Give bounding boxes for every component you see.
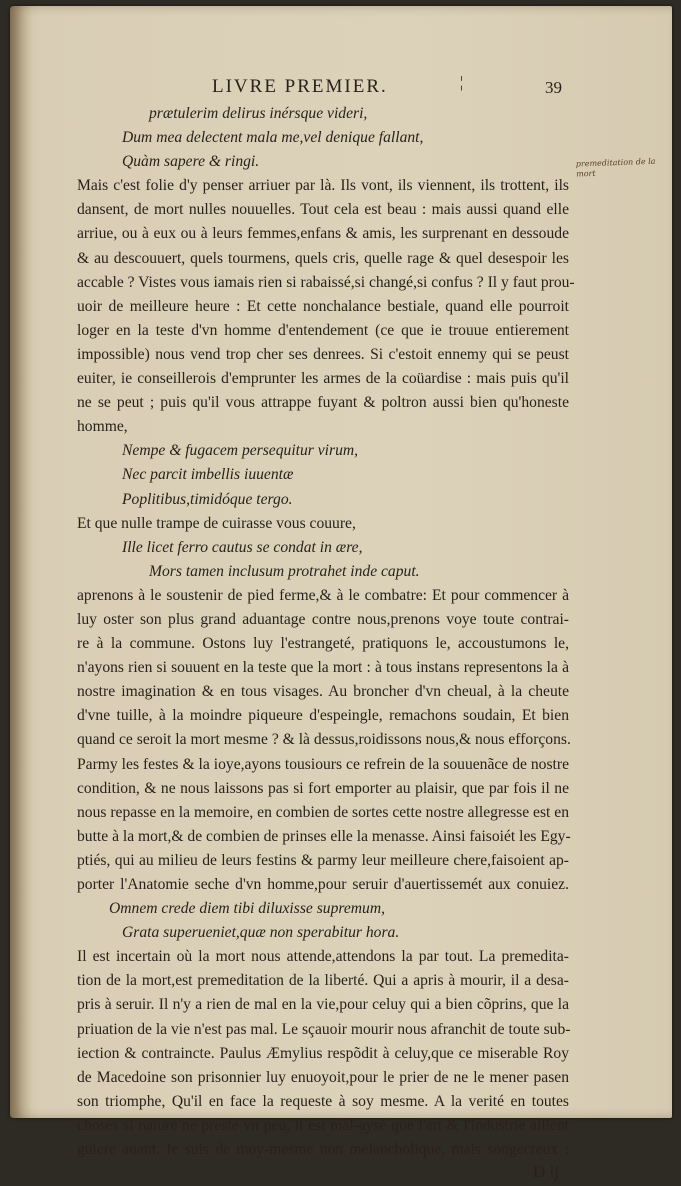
- text-line: choses si nature ne preste vn peu, il est mal-aysé que l'art & l'industrie aillent: [77, 1116, 569, 1134]
- text-line: condition, & ne nous laissons pas si fort emporter au plaisir, que par fois il ne: [77, 779, 569, 797]
- text-line: n'ayons rien si souuent en la teste que la mort : à tous instans representons la à: [77, 659, 569, 677]
- text-line: nous repasse en la memoire, en combien de sortes cette nostre allegresse est en: [77, 803, 569, 821]
- text-line: guiere auant. Ie suis de moy-mesme non melancholique, mais songecreux :: [77, 1141, 569, 1159]
- text-line: butte à la mort,& de combien de prinses elle la menasse. Ainsi faisoiét les Egy-: [77, 827, 571, 845]
- book-page: [10, 6, 672, 1182]
- text-line: dansent, de mort nulles nouuelles. Tout cela est beau : mais aussi quand elle: [77, 201, 569, 219]
- text-line: Poplitibus,timidóque tergo.: [122, 490, 293, 508]
- text-line: Mors tamen inclusum protrahet inde caput.: [149, 562, 420, 580]
- text-line: uoir de meilleure heure : Et cette nonchalance bestiale, quand elle pourroit: [77, 297, 569, 315]
- text-line: nostre imagination & en tous visages. Au broncher d'vn cheual, à la cheute: [77, 683, 569, 701]
- running-header: [77, 76, 569, 102]
- margin-annotation: premeditation de la mort: [575, 156, 656, 179]
- text-line: Dum mea delectent mala me,vel denique fallant,: [122, 129, 424, 147]
- text-line: Nempe & fugacem persequitur virum,: [122, 442, 359, 460]
- signature-mark: D ij: [533, 1162, 559, 1182]
- text-line: porter l'Anatomie seche d'vn homme,pour seruir d'auertissemét aux conuiez.: [77, 876, 569, 893]
- text-line: Et que nulle trampe de cuirasse vous couure,: [77, 514, 356, 532]
- text-line: iection & contraincte. Paulus Æmylius respõdit à celuy,que ce miserable Roy: [77, 1044, 569, 1062]
- text-line: accable ? Vistes vous iamais rien si rabaissé,si changé,si confus ? Il y faut prou-: [77, 273, 575, 291]
- text-line: quand ce seroit la mort mesme ? & là dessus,roidissons nous,& nous efforçons.: [77, 731, 571, 749]
- text-line: priuation de la vie n'est pas mal. Le sçauoir mourir nous afranchit de toute sub-: [77, 1020, 571, 1038]
- text-line: de Macedoine son prisonnier luy enuoyoit,pour le prier de ne le mener pasen: [77, 1068, 569, 1086]
- text-line: re à la commune. Ostons luy l'estrangeté, pratiquons le, accoustumons le,: [77, 635, 569, 653]
- page-text-block: [77, 74, 575, 1186]
- header-mark: ¦: [460, 74, 466, 91]
- text-lines: [77, 102, 575, 1162]
- text-line: & au descouuert, quels tourmens, quels cris, quelle rage & quel desespoir les: [77, 249, 569, 267]
- text-line: Grata superueniet,quæ non sperabitur hora.: [122, 924, 400, 942]
- text-line: prætulerim delirus inérsque videri,: [149, 105, 368, 122]
- text-line: luy oster son plus grand aduantage contre nous,prenons voye toute contrai-: [77, 610, 569, 628]
- text-line: d'vne tuille, à la moindre piqueure d'espeingle, remachons soudain, Et bien: [77, 707, 569, 725]
- text-line: son triomphe, Qu'il en face la requeste à soy mesme. A la verité en toutes: [77, 1092, 569, 1110]
- text-line: arriue, ou à eux ou à leurs femmes,enfans & amis, les surprenant en dessoude: [77, 225, 569, 243]
- text-line: Mais c'est folie d'y penser arriuer par là. Ils vont, ils viennent, ils trottent, ils: [77, 177, 569, 195]
- page-gutter-shadow: [10, 6, 32, 1118]
- text-line: aprenons à le soustenir de pied ferme,& à le combatre: Et pour commencer à: [77, 586, 569, 604]
- text-line: Nec parcit imbellis iuuentæ: [122, 466, 294, 484]
- text-line: ptiés, qui au milieu de leurs festins & parmy leur meilleure chere,faisoient ap-: [77, 851, 569, 869]
- text-line: pris à seruir. Il n'y a rien de mal en la vie,pour celuy qui a bien cõprins, que la: [77, 996, 569, 1014]
- header-title: LIVRE PREMIER.: [212, 76, 388, 97]
- text-line: homme,: [77, 418, 128, 436]
- page-number: 39: [545, 78, 562, 97]
- text-line: Ille licet ferro cautus se condat in ære,: [122, 538, 363, 556]
- text-line: loger en la teste d'vn homme d'entendement (ce que ie trouue entierement: [77, 321, 569, 339]
- text-line: ne se peut ; puis qu'il vous attrappe fuyant & poltron aussi bien qu'honeste: [77, 394, 569, 412]
- signature-mark-row: [77, 1162, 569, 1186]
- text-line: Il est incertain où la mort nous attende,attendons la par tout. La premedita-: [77, 948, 569, 966]
- text-line: Omnem crede diem tibi diluxisse supremum,: [109, 900, 386, 918]
- text-line: Parmy les festes & la ioye,ayons tousiours ce refrein de la souuenãce de nostre: [77, 755, 569, 773]
- text-line: impossible) nous vend trop cher ses denrees. Si c'estoit ennemy qui se peust: [77, 345, 569, 363]
- text-line: euiter, ie conseillerois d'emprunter les armes de la coüardise : mais puis qu'il: [77, 370, 569, 388]
- text-line: tion de la mort,est premeditation de la liberté. Qui a apris à mourir, il a desa-: [77, 972, 569, 990]
- text-line: Quàm sapere & ringi.: [122, 153, 260, 171]
